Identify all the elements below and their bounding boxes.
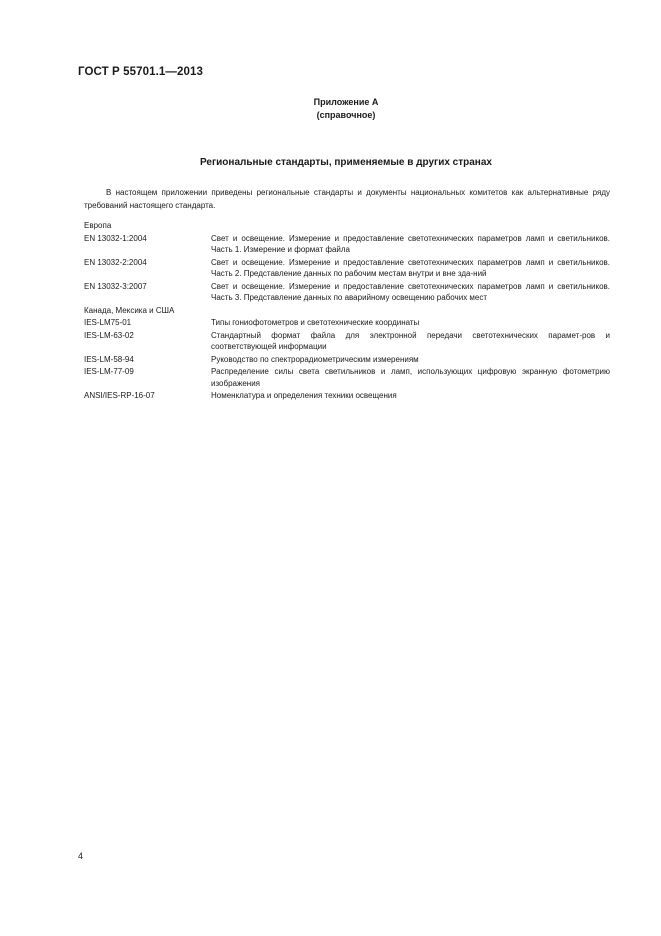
group-heading bbox=[84, 305, 610, 317]
standard-description: Типы гониофотометров и светотехнические координаты bbox=[211, 318, 420, 327]
table-row bbox=[84, 317, 610, 329]
standard-designation: ГОСТ Р 55701.1—2013 bbox=[78, 66, 203, 78]
appendix-title: Приложение А bbox=[313, 97, 379, 107]
intro-paragraph: В настоящем приложении приведены региональные стандарты и документы национальных комитетов как альтернативные ряду требований настоящего стандарта. bbox=[84, 188, 610, 210]
table-row bbox=[84, 281, 610, 304]
standard-code: EN 13032-1:2004 bbox=[84, 233, 147, 243]
standard-description: Номенклатура и определения техники освещения bbox=[211, 391, 397, 400]
table-row bbox=[84, 233, 610, 256]
table-row bbox=[84, 354, 610, 366]
standard-code: IES-LM75-01 bbox=[84, 318, 132, 327]
table-row bbox=[84, 257, 610, 280]
group-name-north-america: Канада, Мексика и США bbox=[84, 305, 175, 315]
standard-description: Свет и освещение. Измерение и предоставление светотехнических параметров ламп и светильников. Часть 2. Представление данных по рабочим местам внутри и вне зда-ний bbox=[211, 257, 610, 278]
standard-code: IES-LM-58-94 bbox=[84, 354, 134, 364]
appendix-heading bbox=[0, 96, 661, 122]
standard-description: Стандартный формат файла для электронной передачи светотехнических парамет-ров и соответствующей информации bbox=[211, 330, 610, 351]
standard-code: EN 13032-2:2004 bbox=[84, 257, 147, 267]
standard-description: Распределение силы света светильников и ламп, использующих цифровую экранную фотометрию изображения bbox=[211, 367, 610, 388]
standard-code: EN 13032-3:2007 bbox=[84, 281, 147, 291]
standard-code: IES-LM-63-02 bbox=[84, 330, 134, 340]
standard-description: Свет и освещение. Измерение и предоставление светотехнических параметров ламп и светильников. Часть 3. Представление данных по аварийному освещению рабочих мест bbox=[211, 281, 610, 302]
group-heading bbox=[84, 220, 610, 232]
standard-description: Свет и освещение. Измерение и предоставление светотехнических параметров ламп и светильников. Часть 1. Измерение и формат файла bbox=[211, 233, 610, 254]
table-row bbox=[84, 390, 610, 402]
section-title: Региональные стандарты, применяемые в других странах bbox=[200, 157, 492, 168]
standard-code: ANSI/IES-RP-16-07 bbox=[84, 391, 155, 400]
table-row bbox=[84, 366, 610, 389]
standards-table bbox=[84, 219, 610, 403]
standard-code: IES-LM-77-09 bbox=[84, 367, 134, 376]
table-row bbox=[84, 330, 610, 353]
standard-description: Руководство по спектрорадиометрическим измерениям bbox=[211, 354, 419, 364]
appendix-subtitle: (справочное) bbox=[316, 110, 376, 120]
page-number: 4 bbox=[78, 851, 84, 861]
group-name-europe: Европа bbox=[84, 221, 112, 230]
